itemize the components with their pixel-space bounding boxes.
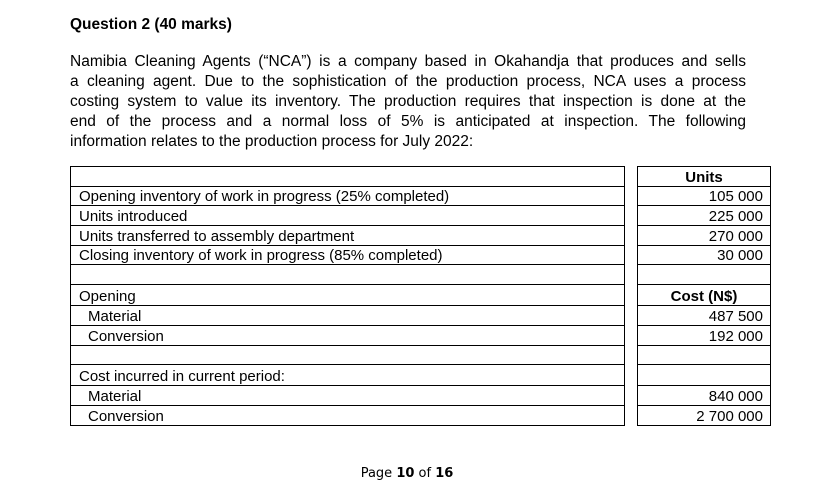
intro-line: end of the process and a normal loss of 5% is anticipated at inspection. The following — [70, 113, 746, 130]
empty-value-cell — [638, 265, 771, 285]
empty-value-cell — [638, 345, 771, 365]
row-value: 840 000 — [638, 386, 771, 406]
table-row — [71, 226, 771, 246]
row-label: Units transferred to assembly department — [71, 226, 625, 246]
row-label: Material — [71, 306, 625, 326]
production-data-table — [70, 166, 771, 426]
intro-line: costing system to value its inventory. The production requires that inspection is done at the — [70, 93, 746, 110]
empty-label-cell — [71, 265, 625, 285]
row-label: Conversion — [71, 405, 625, 425]
table-row — [71, 386, 771, 406]
row-label: Conversion — [71, 325, 625, 345]
table-row — [71, 405, 771, 425]
table-row — [71, 245, 771, 265]
intro-line: Namibia Cleaning Agents (“NCA”) is a company based in Okahandja that produces and sells — [70, 53, 746, 70]
units-header: Units — [638, 167, 771, 187]
question-heading: Question 2 (40 marks) — [70, 16, 232, 33]
intro-line: a cleaning agent. Due to the sophistication of the production process, NCA uses a process — [70, 73, 746, 90]
table-row — [71, 186, 771, 206]
row-value: 192 000 — [638, 325, 771, 345]
table-row — [71, 345, 771, 365]
current-period-label: Cost incurred in current period: — [71, 365, 625, 386]
empty-label-cell — [71, 167, 625, 187]
opening-label: Opening — [71, 285, 625, 306]
row-value: 2 700 000 — [638, 405, 771, 425]
row-label: Units introduced — [71, 206, 625, 226]
total-pages-number: 16 — [435, 466, 454, 481]
row-label: Closing inventory of work in progress (85% completed) — [71, 245, 625, 265]
row-label: Material — [71, 386, 625, 406]
table-row — [71, 365, 771, 386]
current-page-number: 10 — [396, 466, 415, 481]
table-row — [71, 325, 771, 345]
row-value: 30 000 — [638, 245, 771, 265]
row-value: 487 500 — [638, 306, 771, 326]
row-value: 270 000 — [638, 226, 771, 246]
empty-label-cell — [71, 345, 625, 365]
empty-value-cell — [638, 365, 771, 386]
table-row — [71, 167, 771, 187]
table-row — [71, 285, 771, 306]
question-intro-paragraph — [70, 52, 746, 152]
row-label: Opening inventory of work in progress (25% completed) — [71, 186, 625, 206]
of-word: of — [418, 466, 432, 481]
row-value: 105 000 — [638, 186, 771, 206]
table-row — [71, 265, 771, 285]
table-row — [71, 206, 771, 226]
intro-line: information relates to the production process for July 2022: — [70, 133, 474, 150]
row-value: 225 000 — [638, 206, 771, 226]
page-footer — [0, 466, 814, 481]
cost-header: Cost (N$) — [638, 285, 771, 306]
table-row — [71, 306, 771, 326]
page-word: Page — [360, 466, 393, 481]
